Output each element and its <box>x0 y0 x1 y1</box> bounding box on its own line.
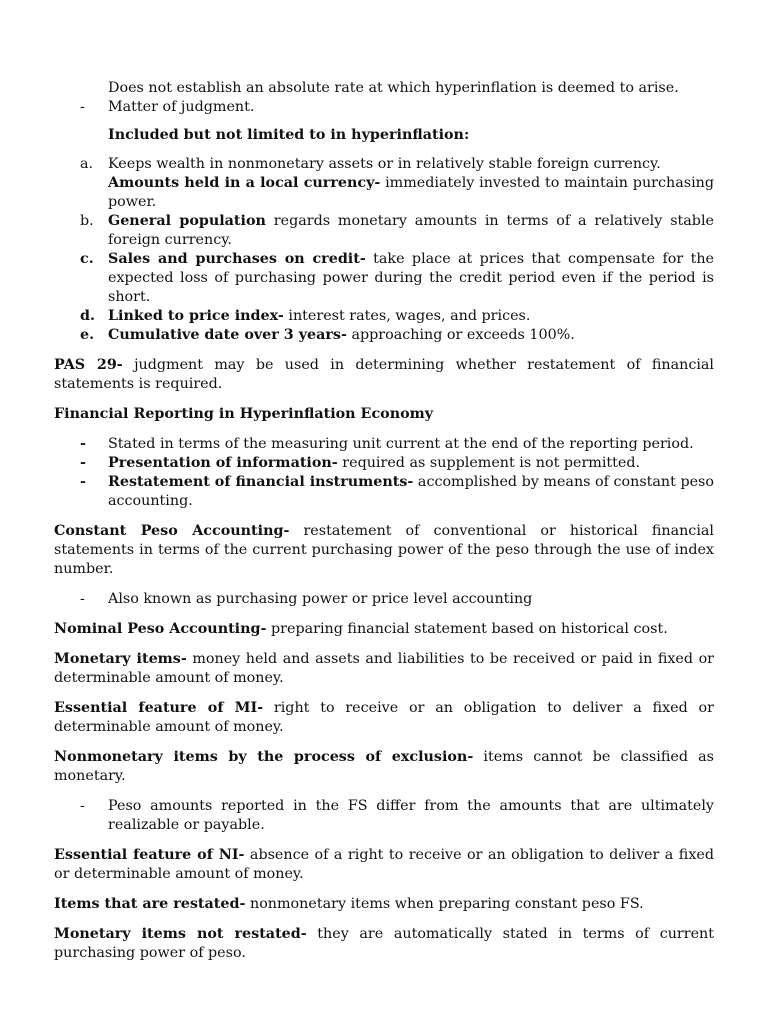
list-marker: d. <box>80 308 95 324</box>
list-item-c <box>54 250 714 307</box>
list-item-text: Also known as purchasing power or price level accounting <box>108 591 533 607</box>
nonmonetary-items-paragraph <box>54 748 714 786</box>
list-marker: a. <box>80 156 94 172</box>
intro-line: Does not establish an absolute rate at which hyperinflation is deemed to arise. <box>108 80 679 96</box>
dash-marker: - <box>80 591 85 607</box>
term: Constant Peso Accounting- <box>54 523 290 539</box>
definition: regards monetary amounts in terms of a relatively stable foreign currency. <box>108 213 714 248</box>
definition: take place at prices that compensate for the expected loss of purchasing power during the credit period even if the period is short. <box>108 251 714 305</box>
definition: required as supplement is not permitted. <box>337 455 641 471</box>
frhe-heading: Financial Reporting in Hyperinflation Economy <box>54 406 434 422</box>
list-marker: c. <box>80 251 94 267</box>
definition: items cannot be classified as monetary. <box>54 749 715 784</box>
essential-feature-mi-paragraph <box>54 699 714 737</box>
monetary-items-paragraph <box>54 650 714 688</box>
list-item-a <box>54 155 714 174</box>
list-item-a-sub <box>54 174 714 212</box>
definition: absence of a right to receive or an obligation to deliver a fixed or determinable amount of money. <box>54 847 714 882</box>
list-item-text: Stated in terms of the measuring unit current at the end of the reporting period. <box>108 436 694 452</box>
definition: restatement of conventional or historical financial statements in terms of the current purchasing power of the peso through the use of index number. <box>54 523 714 577</box>
nonmonetary-bullet-item <box>54 797 714 835</box>
term: Sales and purchases on credit- <box>108 251 366 267</box>
pas29-paragraph <box>54 356 714 394</box>
term: Monetary items- <box>54 651 187 667</box>
cpa-paragraph <box>54 522 714 579</box>
list-item-text: Peso amounts reported in the FS differ from the amounts that are ultimately realizable or payable. <box>108 798 714 833</box>
term: PAS 29- <box>54 357 123 373</box>
term: Linked to price index- <box>108 308 284 324</box>
definition: nonmonetary items when preparing constant peso FS. <box>245 896 644 912</box>
dash-marker: - <box>80 798 85 814</box>
intro-bullet-item <box>54 98 714 117</box>
list-item <box>54 454 714 473</box>
list-item <box>54 435 714 454</box>
term: Nonmonetary items by the process of exclusion- <box>54 749 474 765</box>
essential-feature-ni-paragraph <box>54 846 714 884</box>
definition: they are automatically stated in terms of current purchasing power of peso. <box>54 926 714 961</box>
term: General population <box>108 213 266 229</box>
dash-marker: - <box>80 455 86 471</box>
dash-marker: - <box>80 436 86 452</box>
list-item-e <box>54 326 714 345</box>
term: Cumulative date over 3 years- <box>108 327 347 343</box>
term: Restatement of financial instruments- <box>108 474 414 490</box>
dash-marker: - <box>80 474 86 490</box>
term: Monetary items not restated- <box>54 926 307 942</box>
definition: judgment may be used in determining whether restatement of financial statements is required. <box>54 357 714 392</box>
definition: money held and assets and liabilities to be received or paid in fixed or determinable amount of money. <box>54 651 715 686</box>
definition: accomplished by means of constant peso accounting. <box>108 474 714 509</box>
npa-paragraph <box>54 620 714 639</box>
list-item-d <box>54 307 714 326</box>
definition: preparing financial statement based on historical cost. <box>266 621 668 637</box>
term: Amounts held in a local currency- <box>108 175 381 191</box>
term: Nominal Peso Accounting- <box>54 621 267 637</box>
list-item-b <box>54 212 714 250</box>
definition: right to receive or an obligation to deliver a fixed or determinable amount of money. <box>54 700 714 735</box>
term: Items that are restated- <box>54 896 246 912</box>
list-marker: b. <box>80 213 94 229</box>
list-item <box>54 473 714 511</box>
frhe-list <box>54 435 714 511</box>
term: Essential feature of NI- <box>54 847 245 863</box>
definition: interest rates, wages, and prices. <box>283 308 531 324</box>
monetary-not-restated-paragraph <box>54 925 714 963</box>
dash-marker: - <box>80 99 85 115</box>
items-restated-paragraph <box>54 895 714 914</box>
term: Essential feature of MI- <box>54 700 264 716</box>
hyperinflation-list <box>54 155 714 345</box>
included-heading: Included but not limited to in hyperinflation: <box>108 127 470 143</box>
list-marker: e. <box>80 327 95 343</box>
definition: immediately invested to maintain purchasing power. <box>108 175 715 210</box>
document-page <box>54 79 714 963</box>
definition: approaching or exceeds 100%. <box>346 327 575 343</box>
list-item-text: Keeps wealth in nonmonetary assets or in relatively stable foreign currency. <box>108 156 661 172</box>
intro-bullet-text: Matter of judgment. <box>108 99 255 115</box>
term: Presentation of information- <box>108 455 338 471</box>
cpa-bullet-item <box>54 590 714 609</box>
